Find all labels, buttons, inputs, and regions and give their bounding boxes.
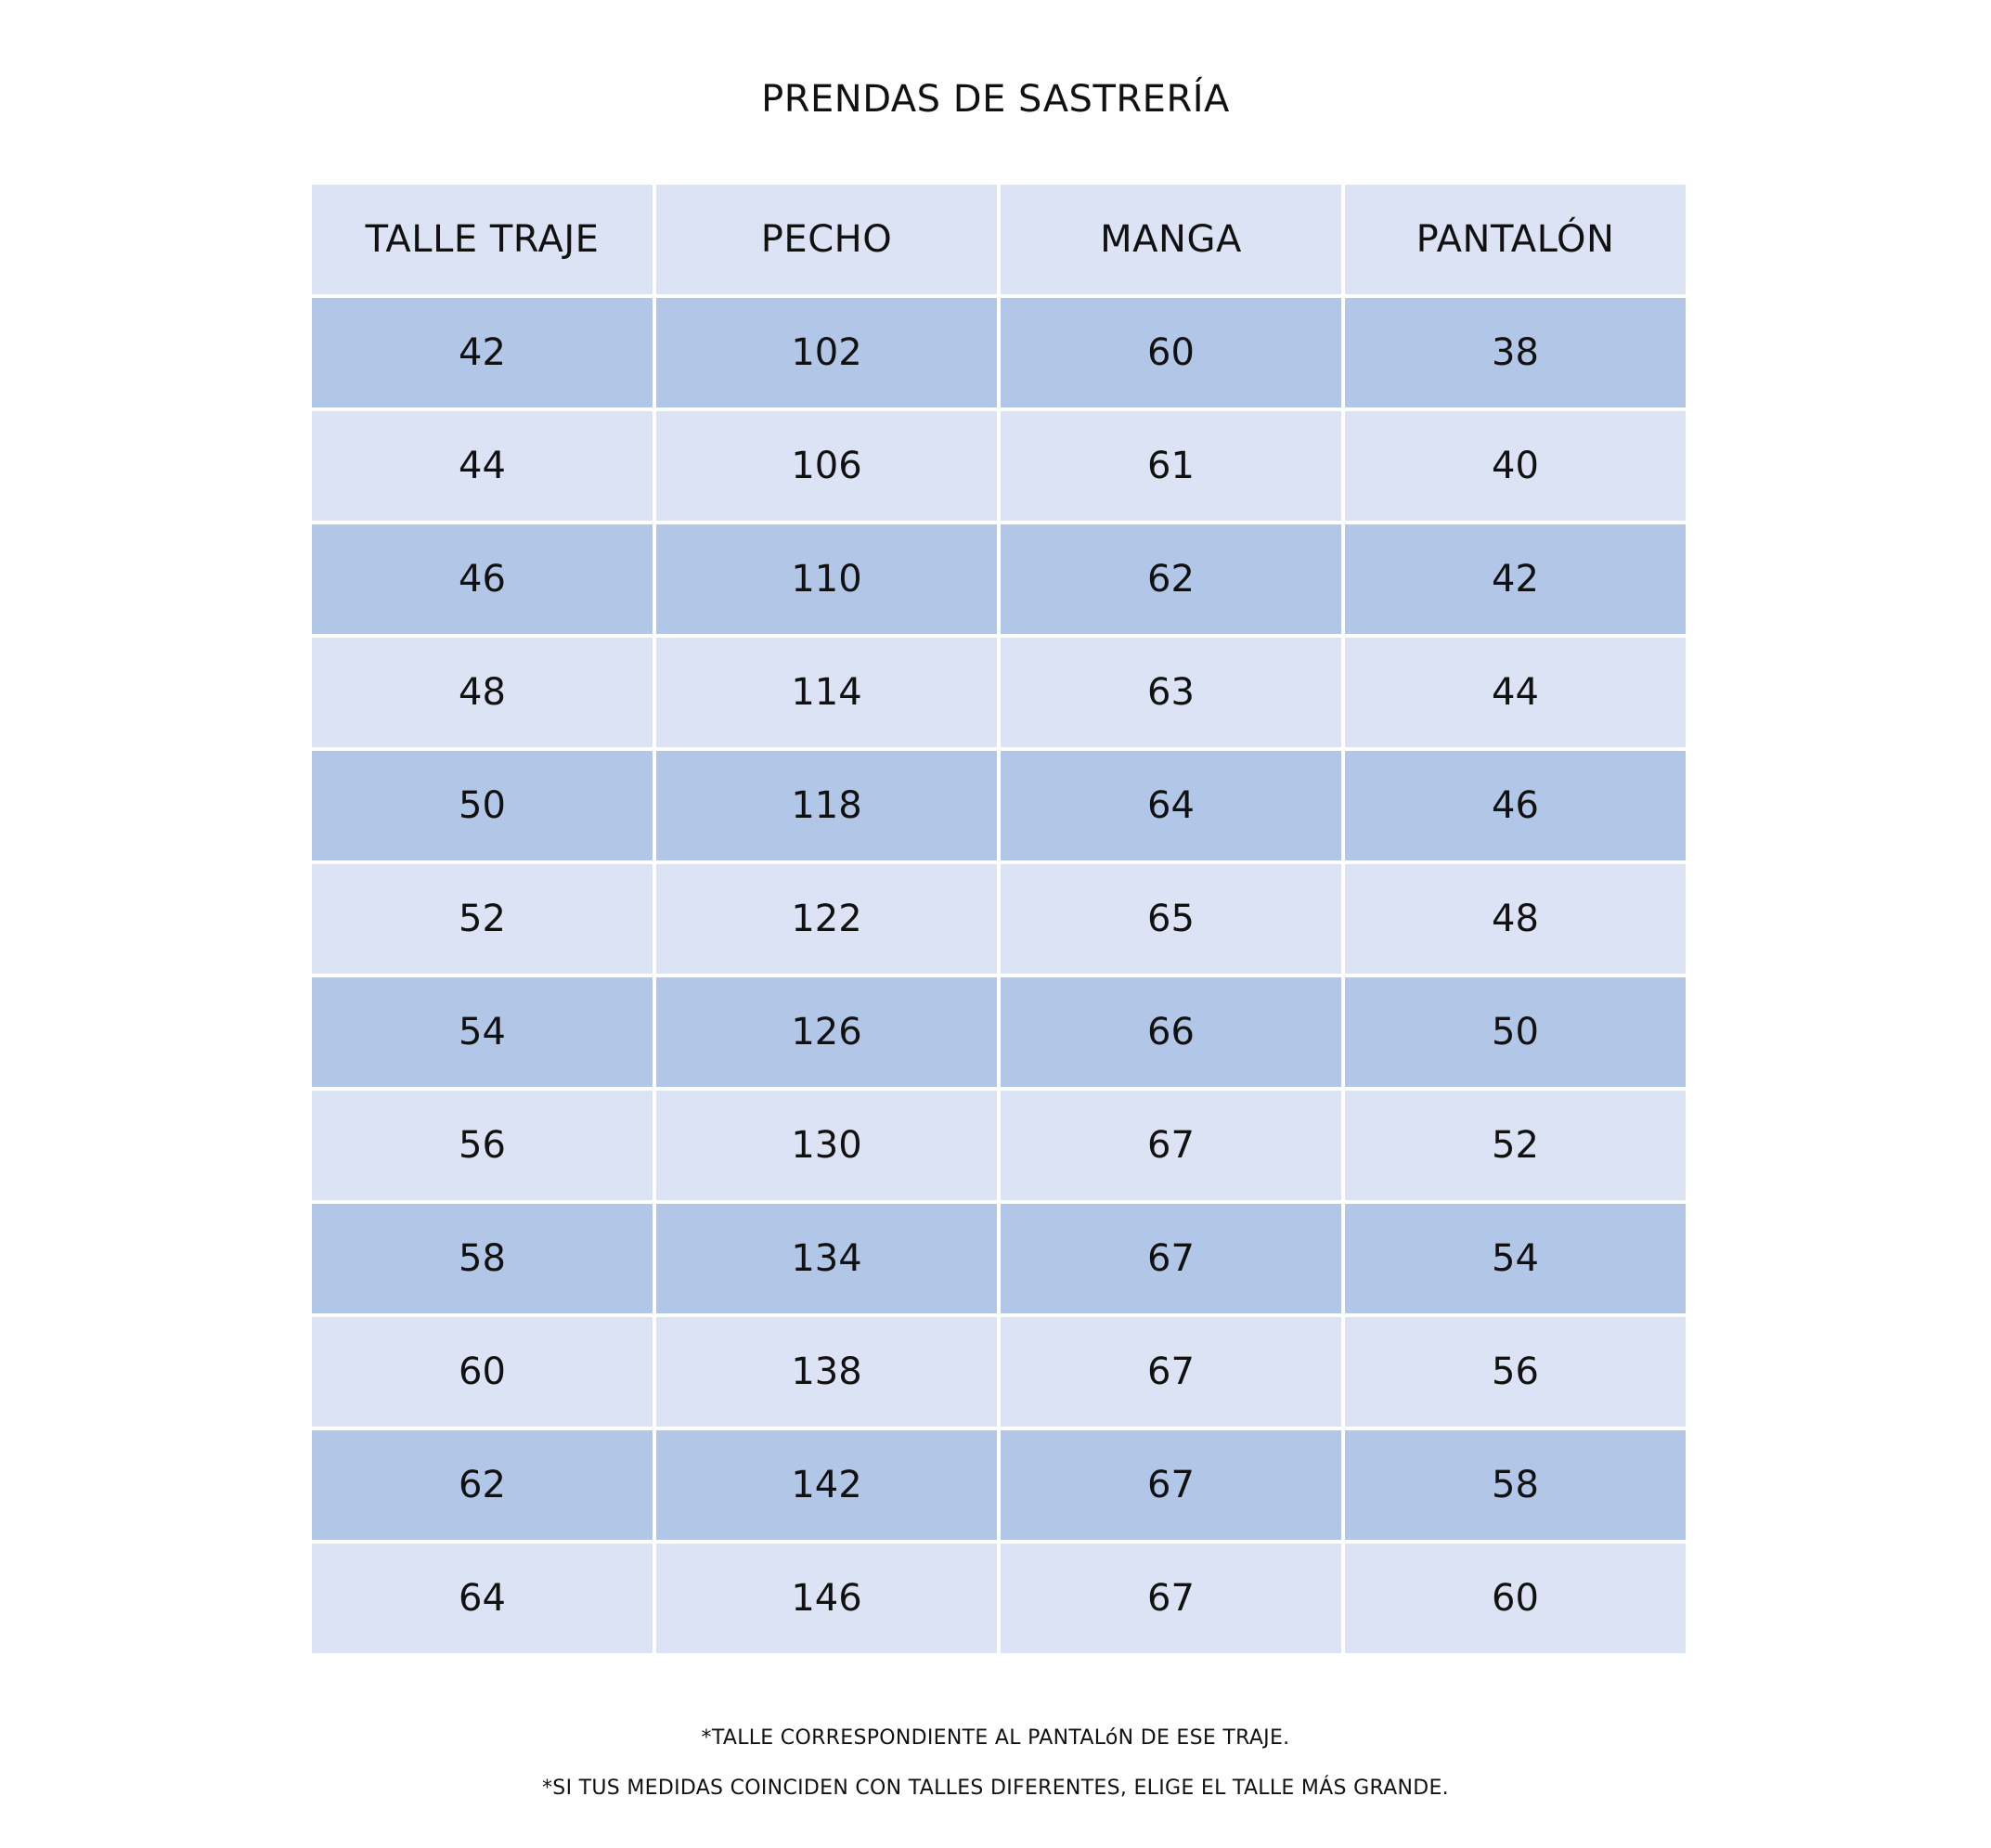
cell-pantalon: 54 <box>1345 1204 1686 1313</box>
table-row <box>312 977 1686 1087</box>
cell-manga: 62 <box>1001 524 1341 634</box>
cell-manga: 67 <box>1001 1204 1341 1313</box>
table-row <box>312 751 1686 860</box>
cell-pantalon: 44 <box>1345 638 1686 747</box>
cell-pantalon: 58 <box>1345 1430 1686 1540</box>
cell-talle-traje: 42 <box>312 298 653 407</box>
cell-manga: 67 <box>1001 1091 1341 1200</box>
table-row <box>312 1204 1686 1313</box>
cell-talle-traje: 56 <box>312 1091 653 1200</box>
cell-pantalon: 48 <box>1345 864 1686 974</box>
cell-manga: 65 <box>1001 864 1341 974</box>
cell-pecho: 142 <box>656 1430 997 1540</box>
cell-talle-traje: 48 <box>312 638 653 747</box>
cell-pecho: 106 <box>656 411 997 521</box>
cell-pantalon: 52 <box>1345 1091 1686 1200</box>
cell-pecho: 114 <box>656 638 997 747</box>
cell-talle-traje: 54 <box>312 977 653 1087</box>
cell-manga: 67 <box>1001 1317 1341 1427</box>
cell-pecho: 122 <box>656 864 997 974</box>
cell-talle-traje: 60 <box>312 1317 653 1427</box>
table-row <box>312 1544 1686 1653</box>
header-pantalon: PANTALÓN <box>1345 185 1686 294</box>
cell-pecho: 130 <box>656 1091 997 1200</box>
cell-pecho: 146 <box>656 1544 997 1653</box>
cell-talle-traje: 64 <box>312 1544 653 1653</box>
table-row <box>312 1317 1686 1427</box>
cell-manga: 61 <box>1001 411 1341 521</box>
cell-manga: 63 <box>1001 638 1341 747</box>
cell-talle-traje: 50 <box>312 751 653 860</box>
cell-talle-traje: 58 <box>312 1204 653 1313</box>
header-manga: MANGA <box>1001 185 1341 294</box>
cell-talle-traje: 62 <box>312 1430 653 1540</box>
page-title: PRENDAS DE SASTRERÍA <box>761 78 1230 121</box>
table-row <box>312 524 1686 634</box>
cell-manga: 60 <box>1001 298 1341 407</box>
cell-pecho: 110 <box>656 524 997 634</box>
cell-pantalon: 46 <box>1345 751 1686 860</box>
table-row <box>312 1430 1686 1540</box>
cell-talle-traje: 44 <box>312 411 653 521</box>
cell-pecho: 138 <box>656 1317 997 1427</box>
cell-pantalon: 38 <box>1345 298 1686 407</box>
cell-pantalon: 56 <box>1345 1317 1686 1427</box>
cell-manga: 67 <box>1001 1544 1341 1653</box>
cell-pantalon: 42 <box>1345 524 1686 634</box>
table-row <box>312 1091 1686 1200</box>
table-row <box>312 298 1686 407</box>
table-row <box>312 411 1686 521</box>
cell-talle-traje: 46 <box>312 524 653 634</box>
header-talle-traje: TALLE TRAJE <box>312 185 653 294</box>
cell-pecho: 126 <box>656 977 997 1087</box>
cell-talle-traje: 52 <box>312 864 653 974</box>
cell-manga: 67 <box>1001 1430 1341 1540</box>
table-row <box>312 864 1686 974</box>
cell-manga: 66 <box>1001 977 1341 1087</box>
table-row <box>312 638 1686 747</box>
header-pecho: PECHO <box>656 185 997 294</box>
cell-pantalon: 40 <box>1345 411 1686 521</box>
cell-manga: 64 <box>1001 751 1341 860</box>
cell-pecho: 118 <box>656 751 997 860</box>
cell-pantalon: 60 <box>1345 1544 1686 1653</box>
cell-pecho: 102 <box>656 298 997 407</box>
footnote-talle-grande: *SI TUS MEDIDAS COINCIDEN CON TALLES DIFERENTES, ELIGE EL TALLE MÁS GRANDE. <box>542 1777 1449 1800</box>
size-table <box>308 181 1689 1657</box>
cell-pantalon: 50 <box>1345 977 1686 1087</box>
footnote-pantalon: *TALLE CORRESPONDIENTE AL PANTALóN DE ESE TRAJE. <box>701 1726 1290 1750</box>
cell-pecho: 134 <box>656 1204 997 1313</box>
table-header-row <box>312 185 1686 294</box>
